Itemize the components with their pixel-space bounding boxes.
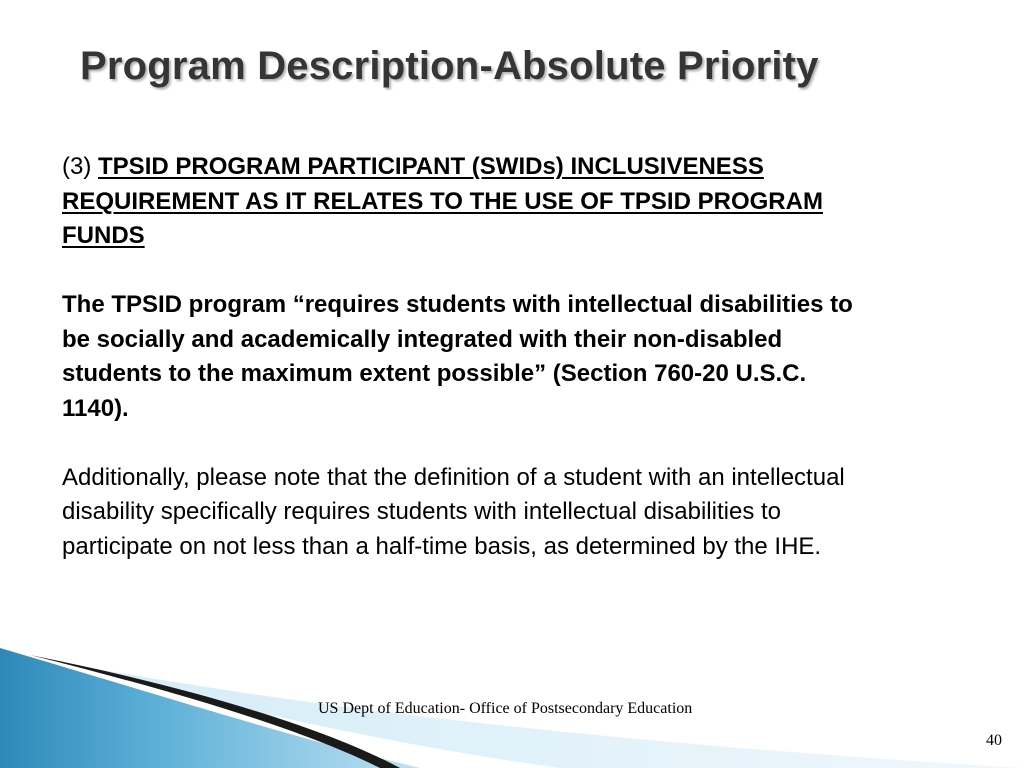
heading-text: TPSID PROGRAM PARTICIPANT (SWIDs) INCLUSIVENESS REQUIREMENT AS IT RELATES TO THE USE OF TPSID PROGRAM FUNDS: [62, 153, 823, 249]
slide-content: [62, 150, 862, 564]
heading-number: (3): [62, 153, 92, 180]
section-heading: [62, 150, 862, 254]
slide-title: Program Description-Absolute Priority: [80, 44, 819, 88]
quote-paragraph: The TPSID program “requires students with intellectual disabilities to be socially and academically integrated with their non-disabled students to the maximum extent possible” (Section 760-20 U.S.C. 1140).: [62, 291, 853, 422]
note-paragraph: Additionally, please note that the definition of a student with an intellectual disability specifically requires students with intellectual disabilities to participate on not less than a half-time basis, as determined by the IHE.: [62, 463, 845, 560]
page-number: 40: [986, 732, 1002, 749]
slide-footer: US Dept of Education- Office of Postsecondary Education: [318, 700, 693, 717]
